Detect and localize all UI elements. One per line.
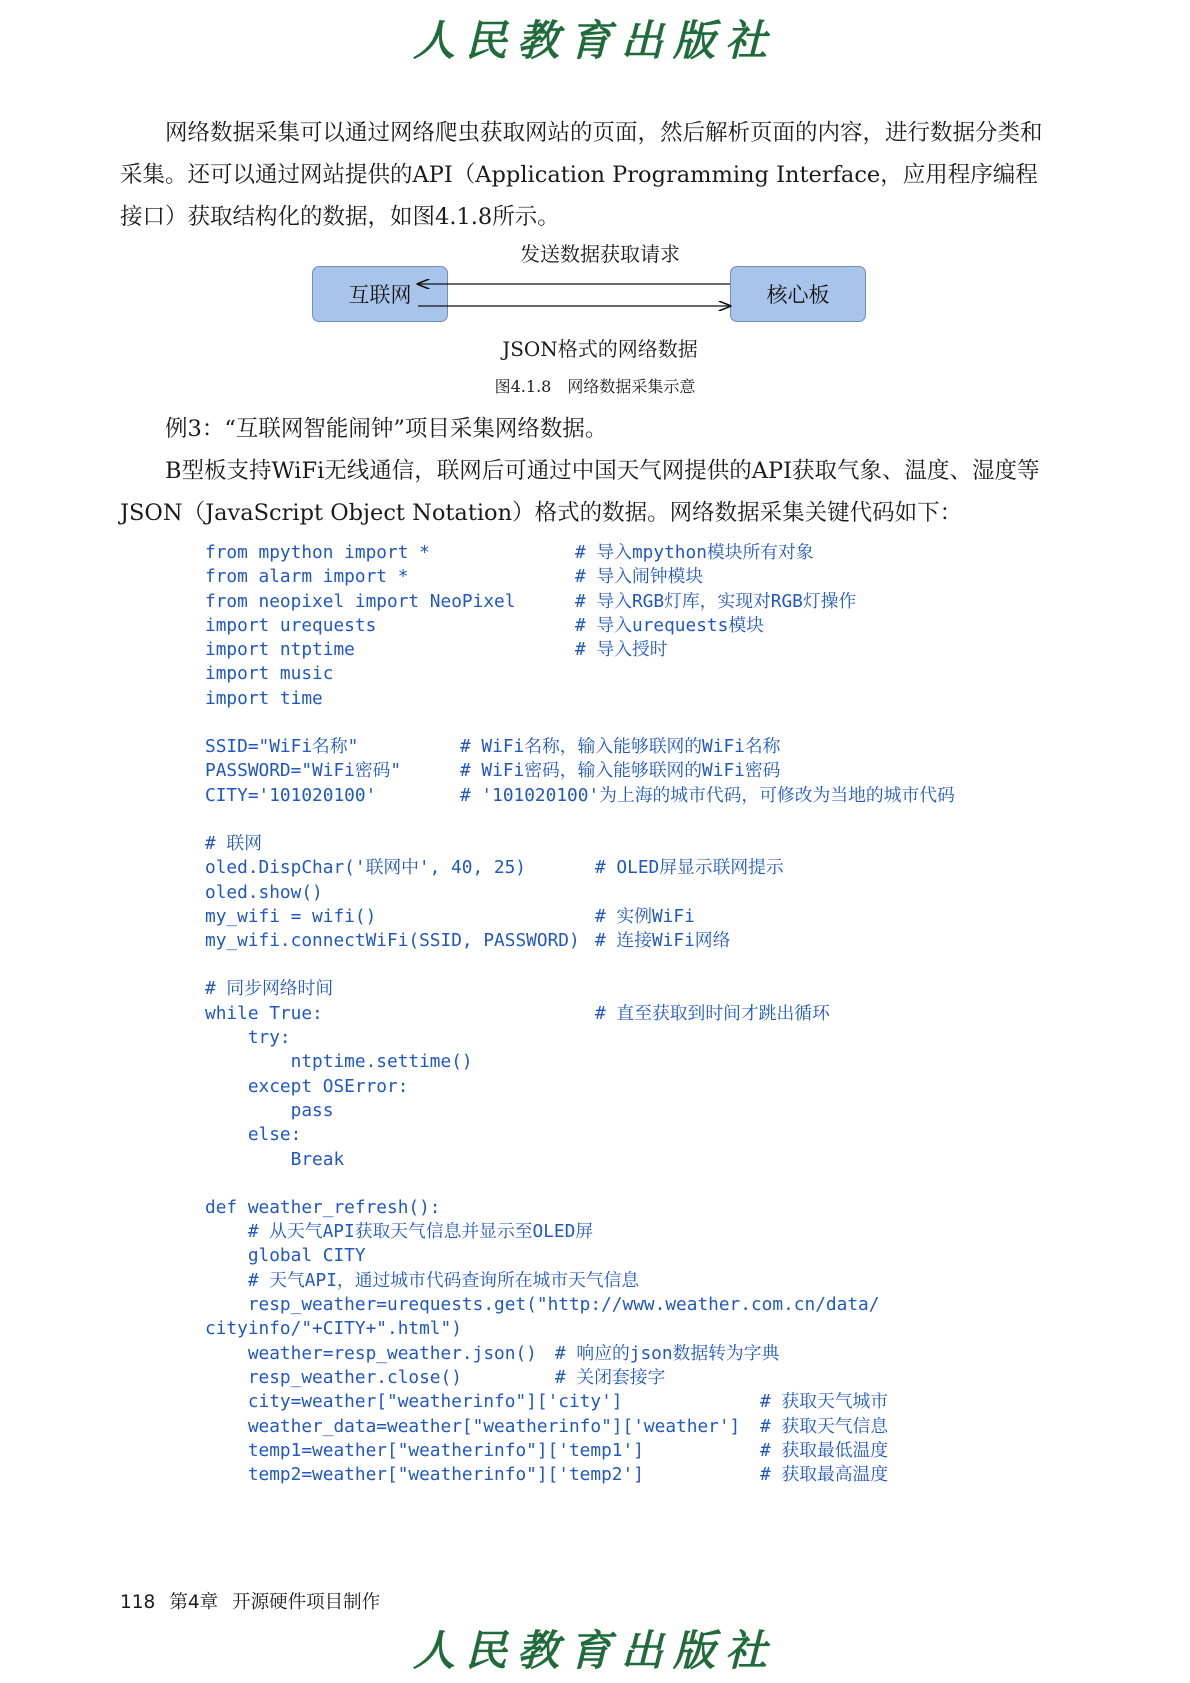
code-line <box>205 881 879 905</box>
code-text: else: <box>205 1124 302 1146</box>
code-line <box>205 1220 879 1244</box>
code-text: def weather_refresh(): <box>205 1196 441 1218</box>
code-line <box>205 1293 879 1317</box>
code-comment: # WiFi密码，输入能够联网的WiFi密码 <box>460 760 781 782</box>
code-line <box>205 1099 879 1123</box>
code-block <box>205 541 955 1487</box>
code-line <box>205 614 879 638</box>
code-text: pass <box>205 1099 334 1121</box>
figure-caption-text: 网络数据采集示意 <box>567 377 696 396</box>
code-line <box>205 1439 889 1463</box>
core-board-box: 核心板 <box>730 266 866 322</box>
example-title <box>120 408 1060 450</box>
code-line <box>205 1366 879 1390</box>
code-line <box>205 687 879 711</box>
code-line <box>205 977 879 1001</box>
code-comment: # 导入mpython模块所有对象 <box>575 542 814 563</box>
code-comment: # 关闭套接字 <box>555 1366 666 1388</box>
request-label: 发送数据获取请求 <box>520 242 680 266</box>
code-line <box>205 1269 879 1293</box>
example-title-text: 例3：“互联网智能闹钟”项目采集网络数据。 <box>165 416 608 442</box>
code-comment: # 获取最低温度 <box>760 1439 889 1461</box>
code-comment: # 导入闹钟模块 <box>575 566 704 588</box>
code-line <box>205 1317 879 1341</box>
code-comment: # 获取最高温度 <box>760 1464 889 1486</box>
code-text: cityinfo/"+CITY+".html") <box>205 1318 462 1340</box>
code-line <box>205 856 879 880</box>
intro-paragraph-text: 网络数据采集可以通过网络爬虫获取网站的页面，然后解析页面的内容，进行数据分类和采集。还可以通过网站提供的API（Application Programming Interface，应用程序编程接口）获取结构化的数据，如图4.1.8所示。 <box>120 120 1043 230</box>
code-text: # 同步网络时间 <box>205 978 334 1000</box>
code-text: CITY='101020100' <box>205 784 377 806</box>
code-text: from neopixel import NeoPixel <box>205 590 516 612</box>
chapter-title: 开源硬件项目制作 <box>232 1592 381 1613</box>
code-text: ntptime.settime() <box>205 1051 473 1073</box>
code-line <box>205 1148 879 1172</box>
figure-number: 图4.1.8 <box>494 377 552 396</box>
json-data-label: JSON格式的网络数据 <box>502 337 698 361</box>
code-text: while True: <box>205 1002 323 1024</box>
code-comment: # '101020100'为上海的城市代码，可修改为当地的城市代码 <box>460 784 955 806</box>
code-line <box>205 1172 879 1196</box>
code-line <box>205 759 879 783</box>
code-text: SSID="WiFi名称" <box>205 736 359 758</box>
wifi-paragraph <box>120 450 1060 534</box>
code-line <box>205 1244 879 1268</box>
code-line <box>205 832 879 856</box>
figure-caption <box>0 374 1190 397</box>
code-text: PASSWORD="WiFi密码" <box>205 760 402 782</box>
code-line <box>205 638 879 662</box>
code-comment: # 连接WiFi网络 <box>595 930 731 952</box>
code-text: resp_weather.close() <box>205 1366 462 1388</box>
code-line <box>205 735 879 759</box>
code-text: oled.show() <box>205 881 323 903</box>
code-line <box>205 1075 879 1099</box>
code-text: import music <box>205 663 334 685</box>
code-comment: # 响应的json数据转为字典 <box>555 1342 780 1364</box>
code-line <box>205 1026 879 1050</box>
code-line <box>205 905 879 929</box>
code-line <box>205 953 879 977</box>
code-line <box>205 1463 889 1487</box>
code-text: from mpython import * <box>205 542 430 563</box>
code-text: weather=resp_weather.json() <box>205 1342 537 1364</box>
code-text: from alarm import * <box>205 566 409 588</box>
page-footer <box>120 1588 394 1614</box>
code-comment: # 导入RGB灯库，实现对RGB灯操作 <box>575 590 857 612</box>
code-text: weather_data=weather["weatherinfo"]['weather'] <box>205 1415 741 1437</box>
chapter-number: 第4章 <box>169 1592 219 1613</box>
code-text: temp1=weather["weatherinfo"]['temp1'] <box>205 1439 644 1461</box>
code-text: oled.DispChar('联网中', 40, 25) <box>205 857 526 879</box>
code-comment: # OLED屏显示联网提示 <box>595 857 784 879</box>
code-comment: # 实例WiFi <box>595 905 695 927</box>
code-text: city=weather["weatherinfo"]['city'] <box>205 1391 623 1413</box>
wifi-paragraph-text: B型板支持WiFi无线通信，联网后可通过中国天气网提供的API获取气象、温度、湿度等JSON（JavaScript Object Notation）格式的数据。网络数据采集关键代码如下： <box>120 458 1040 526</box>
code-text: global CITY <box>205 1245 366 1267</box>
code-text: except OSError: <box>205 1075 409 1097</box>
code-text: # 联网 <box>205 832 262 854</box>
code-line <box>205 929 879 953</box>
code-comment: # 获取天气城市 <box>760 1391 889 1413</box>
internet-box: 互联网 <box>312 266 448 322</box>
code-line <box>205 808 879 832</box>
code-text: import urequests <box>205 614 377 636</box>
code-comment: # 导入授时 <box>575 639 668 661</box>
code-line <box>205 1390 889 1414</box>
network-diagram <box>300 238 900 378</box>
code-line <box>205 1342 879 1366</box>
code-comment: # 获取天气信息 <box>760 1415 889 1437</box>
code-text: import ntptime <box>205 639 355 661</box>
code-text: # 从天气API获取天气信息并显示至OLED屏 <box>205 1221 594 1243</box>
code-comment: # 导入urequests模块 <box>575 614 764 636</box>
code-text: Break <box>205 1148 345 1170</box>
code-comment: # 直至获取到时间才跳出循环 <box>595 1002 830 1024</box>
code-comment: # WiFi名称，输入能够联网的WiFi名称 <box>460 736 781 758</box>
code-text: import time <box>205 687 323 709</box>
code-text: my_wifi = wifi() <box>205 905 377 927</box>
code-line <box>205 711 879 735</box>
code-line <box>205 1415 889 1439</box>
code-line <box>205 1123 879 1147</box>
page-number: 118 <box>120 1592 156 1613</box>
code-text: my_wifi.connectWiFi(SSID, PASSWORD) <box>205 930 580 952</box>
publisher-logo-bottom: 人民教育出版社 <box>412 1626 777 1675</box>
code-line <box>205 1002 879 1026</box>
code-line <box>205 565 879 589</box>
code-line <box>205 662 879 686</box>
code-text: temp2=weather["weatherinfo"]['temp2'] <box>205 1464 644 1486</box>
code-line <box>205 541 879 565</box>
code-line <box>205 1050 879 1074</box>
publisher-logo-top: 人民教育出版社 <box>412 16 777 65</box>
code-text: resp_weather=urequests.get("http://www.weather.com.cn/data/ <box>205 1294 880 1316</box>
code-text: try: <box>205 1027 291 1049</box>
code-line <box>205 1196 879 1220</box>
code-text: # 天气API，通过城市代码查询所在城市天气信息 <box>205 1269 640 1291</box>
code-line <box>205 784 955 808</box>
code-line <box>205 590 879 614</box>
intro-paragraph <box>120 112 1060 238</box>
